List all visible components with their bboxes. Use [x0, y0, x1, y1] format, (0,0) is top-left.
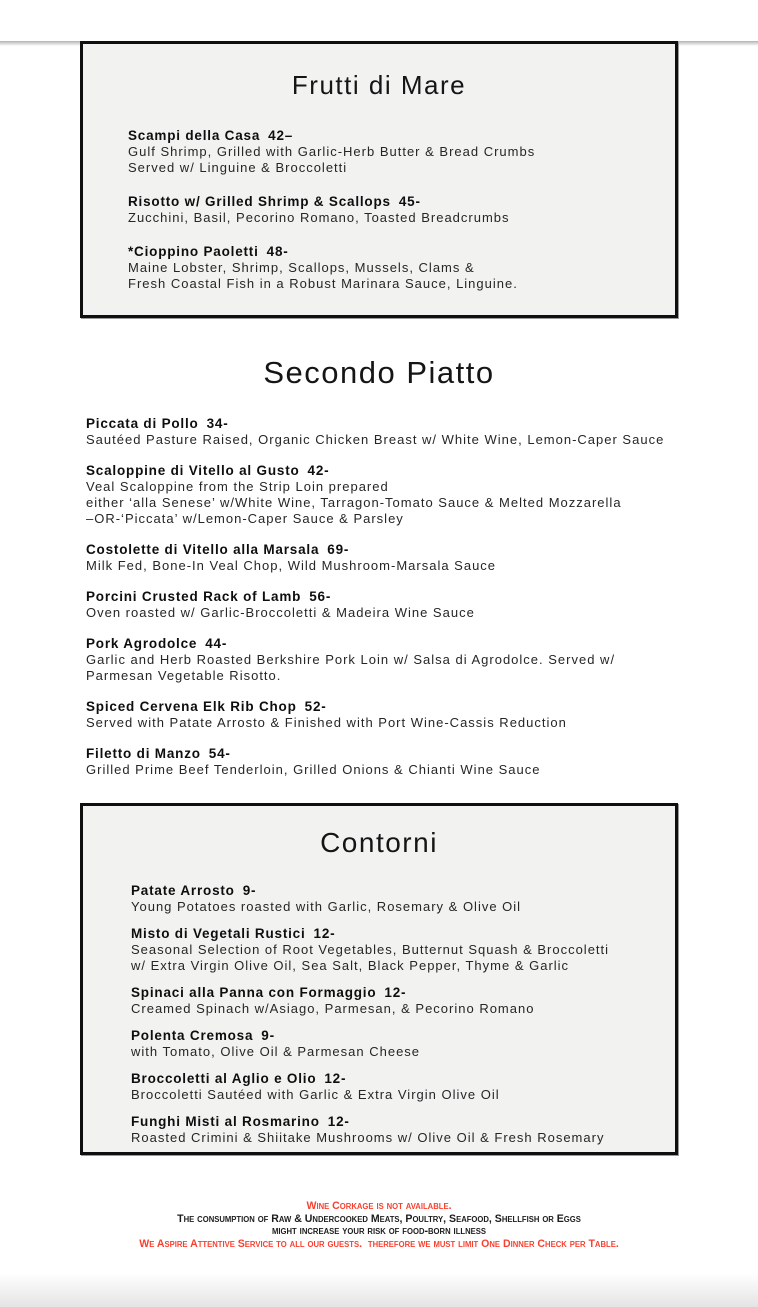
item-price: 56-	[309, 589, 332, 604]
item-name-line	[131, 925, 645, 942]
item-desc-line: Fresh Coastal Fish in a Robust Marinara Sauce, Linguine.	[128, 276, 518, 291]
item-price: 12-	[327, 1114, 350, 1129]
menu-item	[86, 745, 738, 778]
item-name: Funghi Misti al Rosmarino	[131, 1114, 320, 1129]
item-desc-line: Seasonal Selection of Root Vegetables, Butternut Squash & Broccoletti	[131, 942, 610, 957]
item-desc-line: Served with Patate Arrosto & Finished with Port Wine-Cassis Reduction	[86, 715, 567, 730]
page-bottom-fade	[0, 1273, 758, 1307]
item-desc-line: Broccoletti Sautéed with Garlic & Extra Virgin Olive Oil	[131, 1087, 500, 1102]
menu-item	[128, 193, 645, 226]
menu-item	[86, 541, 738, 574]
menu-item	[131, 1070, 645, 1103]
menu-item	[86, 415, 738, 448]
item-price: 69-	[327, 542, 350, 557]
item-desc-line: Zucchini, Basil, Pecorino Romano, Toasted Breadcrumbs	[128, 210, 510, 225]
item-name: Spinaci alla Panna con Formaggio	[131, 985, 377, 1000]
item-price: 9-	[261, 1028, 275, 1043]
item-name-line	[131, 1027, 645, 1044]
item-desc-line: Garlic and Herb Roasted Berkshire Pork Loin w/ Salsa di Agrodolce. Served w/	[86, 652, 616, 667]
item-desc-line: Grilled Prime Beef Tenderloin, Grilled Onions & Chianti Wine Sauce	[86, 762, 541, 777]
item-name-line	[86, 541, 738, 558]
item-desc-line: w/ Extra Virgin Olive Oil, Sea Salt, Black Pepper, Thyme & Garlic	[131, 958, 570, 973]
item-price: 52-	[304, 699, 327, 714]
item-name: Polenta Cremosa	[131, 1028, 254, 1043]
menu-document	[0, 41, 758, 1250]
menu-item	[131, 882, 645, 915]
section-title: Contorni	[320, 827, 438, 858]
item-price: 34-	[206, 416, 229, 431]
menu-item	[131, 984, 645, 1017]
menu-item	[86, 698, 738, 731]
item-name: Risotto w/ Grilled Shrimp & Scallops	[128, 194, 391, 209]
footer-line: The consumption of Raw & Undercooked Meats, Poultry, Seafood, Shellfish or Eggs	[177, 1212, 581, 1225]
item-price: 54-	[208, 746, 231, 761]
item-name-line	[131, 1070, 645, 1087]
item-price: 12-	[324, 1071, 347, 1086]
item-desc-line: Milk Fed, Bone-In Veal Chop, Wild Mushroom-Marsala Sauce	[86, 558, 497, 573]
section-contorni	[80, 803, 678, 1155]
item-price: 12-	[313, 926, 336, 941]
item-desc-line: Parmesan Vegetable Risotto.	[86, 668, 282, 683]
section-items	[131, 882, 645, 1146]
section-title: Secondo Piatto	[263, 355, 495, 390]
footer-line: might increase your risk of food-born illness	[272, 1225, 486, 1237]
section-title: Frutti di Mare	[291, 70, 467, 100]
item-desc-line: either ‘alla Senese’ w/White Wine, Tarragon-Tomato Sauce & Melted Mozzarella	[86, 495, 622, 510]
menu-item	[131, 925, 645, 974]
item-name-line	[131, 882, 645, 899]
item-desc-line: with Tomato, Olive Oil & Parmesan Cheese	[131, 1044, 421, 1059]
item-name: *Cioppino Paoletti	[128, 244, 259, 259]
item-name-line	[128, 243, 645, 260]
section-items	[128, 127, 645, 292]
item-price: 12-	[384, 985, 407, 1000]
item-name: Piccata di Pollo	[86, 416, 199, 431]
item-name: Scampi della Casa	[128, 128, 261, 143]
item-desc-line: Roasted Crimini & Shiitake Mushrooms w/ Olive Oil & Fresh Rosemary	[131, 1130, 605, 1145]
item-name: Costolette di Vitello alla Marsala	[86, 542, 320, 557]
item-desc-line: Served w/ Linguine & Broccoletti	[128, 160, 348, 175]
item-name-line	[128, 127, 645, 144]
item-price: 44-	[205, 636, 228, 651]
item-name-line	[86, 745, 738, 762]
item-name-line	[86, 588, 738, 605]
menu-item	[86, 588, 738, 621]
item-desc-line: Veal Scaloppine from the Strip Loin prepared	[86, 479, 389, 494]
footer-line: We Aspire Attentive Service to all our guests. therefore we must limit One Dinner Check per Table.	[139, 1237, 619, 1250]
item-desc-line: –OR-‘Piccata’ w/Lemon-Caper Sauce & Parsley	[86, 511, 404, 526]
section-items	[86, 415, 738, 778]
item-name-line	[86, 415, 738, 432]
footer-line: Wine Corkage is not available.	[306, 1200, 452, 1212]
item-desc-line: Gulf Shrimp, Grilled with Garlic-Herb Butter & Bread Crumbs	[128, 144, 536, 159]
menu-sections	[0, 41, 758, 1155]
item-price: 45-	[398, 194, 421, 209]
item-price: 48-	[266, 244, 289, 259]
item-price: 9-	[242, 883, 257, 898]
item-name: Spiced Cervena Elk Rib Chop	[86, 699, 297, 714]
item-name: Scaloppine di Vitello al Gusto	[86, 463, 300, 478]
item-desc-line: Sautéed Pasture Raised, Organic Chicken Breast w/ White Wine, Lemon-Caper Sauce	[86, 432, 665, 447]
section-secondo-piatto	[0, 355, 758, 778]
item-name-line	[86, 635, 738, 652]
item-desc-line: Young Potatoes roasted with Garlic, Rosemary & Olive Oil	[131, 899, 522, 914]
item-name-line	[131, 984, 645, 1001]
item-price: 42-	[307, 463, 330, 478]
item-desc-line: Maine Lobster, Shrimp, Scallops, Mussels, Clams &	[128, 260, 475, 275]
menu-item	[128, 243, 645, 292]
item-name: Patate Arrosto	[131, 883, 235, 898]
item-name: Broccoletti al Aglio e Olio	[131, 1071, 317, 1086]
menu-item	[128, 127, 645, 176]
item-desc-line: Creamed Spinach w/Asiago, Parmesan, & Pecorino Romano	[131, 1001, 535, 1016]
item-price: 42–	[268, 128, 294, 143]
menu-item	[86, 635, 738, 684]
menu-item	[131, 1027, 645, 1060]
item-name-line	[86, 698, 738, 715]
item-name: Pork Agrodolce	[86, 636, 198, 651]
menu-item	[131, 1113, 645, 1146]
item-name-line	[131, 1113, 645, 1130]
item-name: Misto di Vegetali Rustici	[131, 926, 306, 941]
item-name-line	[128, 193, 645, 210]
item-name: Filetto di Manzo	[86, 746, 201, 761]
menu-item	[86, 462, 738, 527]
item-name: Porcini Crusted Rack of Lamb	[86, 589, 302, 604]
section-frutti-di-mare	[80, 41, 678, 318]
item-name-line	[86, 462, 738, 479]
item-desc-line: Oven roasted w/ Garlic-Broccoletti & Madeira Wine Sauce	[86, 605, 475, 620]
footer-disclaimer	[0, 1200, 758, 1250]
